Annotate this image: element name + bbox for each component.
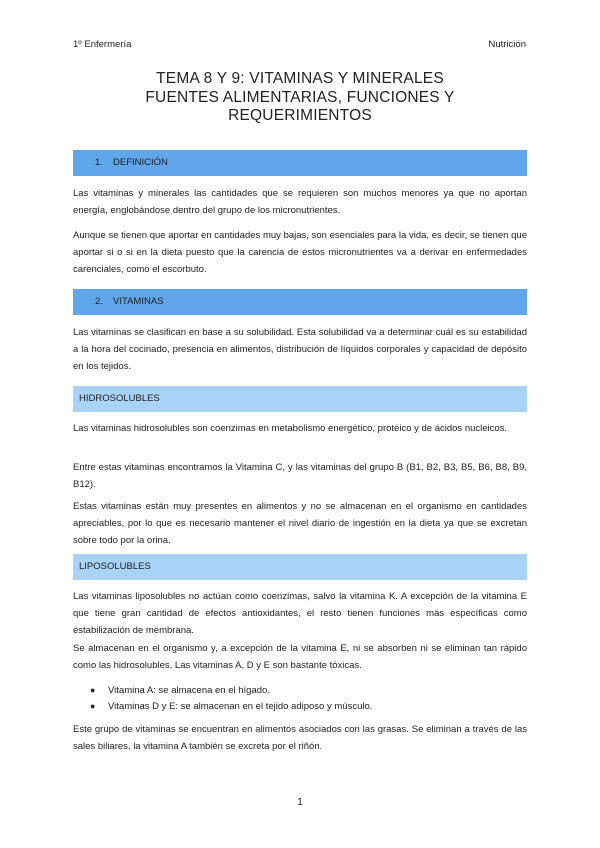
paragraph-hidrosolubles-1: Las vitaminas hidrosolubles son coenzimas en metabolismo energético, protéico y de ácidos nucleicos. (73, 423, 508, 434)
document-title (80, 70, 520, 126)
list-item-text: Vitaminas D y E: se almacenan en el tejido adiposo y músculo. (108, 700, 373, 712)
paragraph-definicion-1: Las vitaminas y minerales las cantidades que se requieren son muchos menores ya que no aportan energía, englobándose dentro del grupo de los micronutrientes. (73, 188, 527, 216)
subsection-heading-hidrosolubles: HIDROSOLUBLES (73, 386, 527, 412)
section-title: DEFINICIÓN (113, 157, 168, 168)
paragraph-definicion-2: Aunque se tienen que aportar en cantidades muy bajas, son esenciales para la vida, es decir, se tienen que aportar si o si en la dieta puesto que la carencia de estos micronutrientes va a derivar en enfermedades carenciales, como el escorbuto. (73, 230, 527, 275)
subsection-heading-liposolubles: LIPOSOLUBLES (73, 554, 527, 580)
section-number: 2. (95, 296, 103, 307)
list-item (90, 699, 520, 715)
section-number: 1. (95, 157, 103, 168)
list-item (90, 683, 520, 699)
section-title: VITAMINAS (113, 296, 164, 307)
title-line-2: FUENTES ALIMENTARIAS, FUNCIONES Y (145, 88, 455, 106)
header-course: 1º Enfermería (73, 39, 132, 50)
paragraph-liposolubles-2: Se almacenan en el organismo y, a excepción de la vitamina E, ni se absorben ni se eliminan tan rápido como las hidrosolubles. Las vitaminas A, D y E son bastante tóxicas. (73, 643, 527, 671)
title-line-3: REQUERIMIENTOS (228, 107, 372, 124)
header-subject: Nutrición (488, 39, 526, 50)
list-item-text: Vitamina A: se almacena en el hígado. (108, 685, 270, 696)
paragraph-liposolubles-3: Este grupo de vitaminas se encuentran en alimentos asociados con las grasas. Se eliminan a través de las sales biliares, la vitamina A también se excreta por el riñón. (73, 724, 527, 752)
page-number: 1 (297, 797, 303, 808)
bullet-icon: ● (90, 700, 96, 711)
section-heading-vitaminas (73, 289, 527, 315)
section-heading-definicion (73, 150, 527, 176)
paragraph-hidrosolubles-3: Estas vitaminas están muy presentes en alimentos y no se almacenan en el organismo en cantidades apreciables, por lo que es necesario mantener el nivel diario de ingestión en la dieta ya que se excretan sobre todo por la orina. (73, 501, 527, 546)
bullet-list (90, 683, 520, 714)
paragraph-liposolubles-1: Las vitaminas liposolubles no actúan como coenzimas, salvo la vitamina K. A excepción de la vitamina E que tiene gran cantidad de efectos antioxidantes, el resto tienen funciones más específicas como estabilización de membrana. (73, 591, 527, 636)
bullet-icon: ● (90, 685, 96, 695)
paragraph-vitaminas-1: Las vitaminas se clasifican en base a su solubilidad. Esta solubilidad va a determinar cuál es su estabilidad a la hora del cocinado, presencia en alimentos, distribución de líquidos corporales y capacidad de depósito en los tejidos. (73, 327, 527, 372)
title-line-1: TEMA 8 Y 9: VITAMINAS Y MINERALES (156, 70, 444, 87)
paragraph-hidrosolubles-2: Entre estas vitaminas encontramos la Vitamina C, y las vitaminas del grupo B (B1, B2, B3, B5, B6, B8, B9, B12). (73, 462, 527, 490)
